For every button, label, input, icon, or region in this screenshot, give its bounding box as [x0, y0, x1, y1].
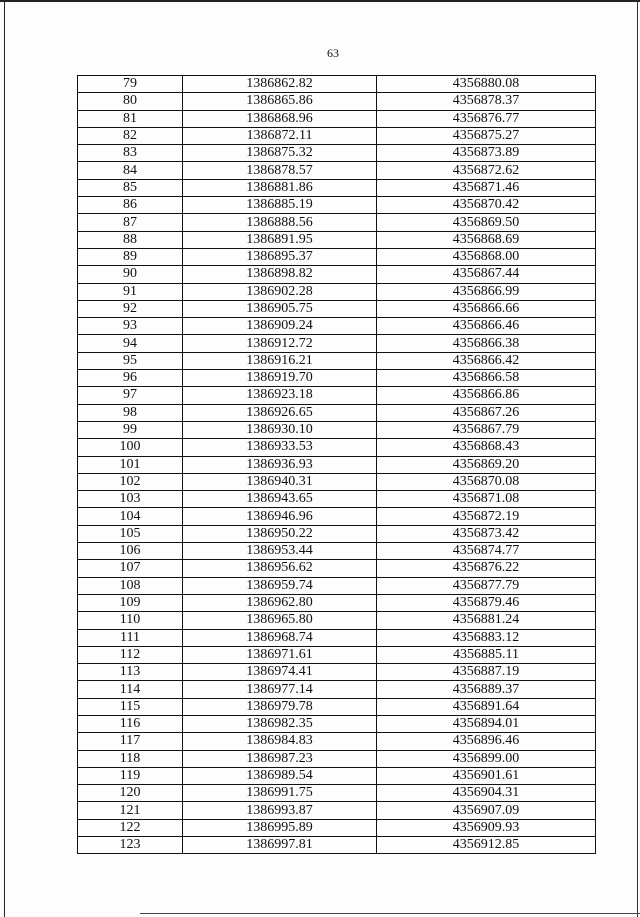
table-row [78, 664, 596, 681]
point-number-cell: 93 [78, 318, 183, 335]
table-row [78, 76, 596, 93]
coordinates-table [77, 75, 596, 854]
point-number-cell: 122 [78, 819, 183, 836]
table-row [78, 681, 596, 698]
point-number-cell: 102 [78, 473, 183, 490]
point-number-cell: 108 [78, 577, 183, 594]
point-number-cell: 94 [78, 335, 183, 352]
x-coordinate-cell: 1386898.82 [183, 266, 377, 283]
y-coordinate-cell: 4356871.46 [377, 179, 596, 196]
y-coordinate-cell: 4356879.46 [377, 594, 596, 611]
table-row [78, 508, 596, 525]
table-row [78, 698, 596, 715]
y-coordinate-cell: 4356880.08 [377, 76, 596, 93]
table-row [78, 473, 596, 490]
y-coordinate-cell: 4356869.50 [377, 214, 596, 231]
point-number-cell: 91 [78, 283, 183, 300]
y-coordinate-cell: 4356869.20 [377, 456, 596, 473]
table-row [78, 715, 596, 732]
y-coordinate-cell: 4356904.31 [377, 785, 596, 802]
table-row [78, 110, 596, 127]
point-number-cell: 84 [78, 162, 183, 179]
y-coordinate-cell: 4356883.12 [377, 629, 596, 646]
x-coordinate-cell: 1386936.93 [183, 456, 377, 473]
table-row [78, 819, 596, 836]
table-row [78, 612, 596, 629]
point-number-cell: 81 [78, 110, 183, 127]
y-coordinate-cell: 4356885.11 [377, 646, 596, 663]
point-number-cell: 114 [78, 681, 183, 698]
y-coordinate-cell: 4356896.46 [377, 733, 596, 750]
x-coordinate-cell: 1386956.62 [183, 560, 377, 577]
x-coordinate-cell: 1386902.28 [183, 283, 377, 300]
table-row [78, 335, 596, 352]
table-row [78, 231, 596, 248]
y-coordinate-cell: 4356868.69 [377, 231, 596, 248]
y-coordinate-cell: 4356867.44 [377, 266, 596, 283]
y-coordinate-cell: 4356866.38 [377, 335, 596, 352]
y-coordinate-cell: 4356878.37 [377, 93, 596, 110]
x-coordinate-cell: 1386923.18 [183, 387, 377, 404]
y-coordinate-cell: 4356870.42 [377, 197, 596, 214]
page-right-edge [637, 0, 638, 917]
point-number-cell: 123 [78, 837, 183, 854]
x-coordinate-cell: 1386984.83 [183, 733, 377, 750]
y-coordinate-cell: 4356866.66 [377, 300, 596, 317]
y-coordinate-cell: 4356866.46 [377, 318, 596, 335]
x-coordinate-cell: 1386881.86 [183, 179, 377, 196]
y-coordinate-cell: 4356866.99 [377, 283, 596, 300]
x-coordinate-cell: 1386977.14 [183, 681, 377, 698]
point-number-cell: 115 [78, 698, 183, 715]
y-coordinate-cell: 4356871.08 [377, 491, 596, 508]
point-number-cell: 116 [78, 715, 183, 732]
x-coordinate-cell: 1386916.21 [183, 352, 377, 369]
point-number-cell: 105 [78, 525, 183, 542]
x-coordinate-cell: 1386872.11 [183, 127, 377, 144]
table-row [78, 837, 596, 854]
table-row [78, 456, 596, 473]
x-coordinate-cell: 1386959.74 [183, 577, 377, 594]
point-number-cell: 80 [78, 93, 183, 110]
page-bottom-edge [140, 913, 640, 914]
y-coordinate-cell: 4356881.24 [377, 612, 596, 629]
point-number-cell: 107 [78, 560, 183, 577]
x-coordinate-cell: 1386868.96 [183, 110, 377, 127]
page-top-edge [0, 0, 640, 2]
table-row [78, 491, 596, 508]
table-row [78, 162, 596, 179]
point-number-cell: 89 [78, 248, 183, 265]
table-row [78, 318, 596, 335]
y-coordinate-cell: 4356872.19 [377, 508, 596, 525]
x-coordinate-cell: 1386875.32 [183, 145, 377, 162]
x-coordinate-cell: 1386974.41 [183, 664, 377, 681]
point-number-cell: 119 [78, 767, 183, 784]
table-row [78, 214, 596, 231]
point-number-cell: 118 [78, 750, 183, 767]
point-number-cell: 121 [78, 802, 183, 819]
point-number-cell: 113 [78, 664, 183, 681]
point-number-cell: 86 [78, 197, 183, 214]
table-row [78, 266, 596, 283]
point-number-cell: 95 [78, 352, 183, 369]
y-coordinate-cell: 4356887.19 [377, 664, 596, 681]
table-row [78, 560, 596, 577]
x-coordinate-cell: 1386987.23 [183, 750, 377, 767]
x-coordinate-cell: 1386997.81 [183, 837, 377, 854]
page-number: 63 [327, 46, 339, 60]
x-coordinate-cell: 1386905.75 [183, 300, 377, 317]
table-row [78, 733, 596, 750]
x-coordinate-cell: 1386991.75 [183, 785, 377, 802]
y-coordinate-cell: 4356867.26 [377, 404, 596, 421]
y-coordinate-cell: 4356866.58 [377, 370, 596, 387]
y-coordinate-cell: 4356872.62 [377, 162, 596, 179]
table-row [78, 577, 596, 594]
y-coordinate-cell: 4356877.79 [377, 577, 596, 594]
table-row [78, 646, 596, 663]
x-coordinate-cell: 1386888.56 [183, 214, 377, 231]
point-number-cell: 104 [78, 508, 183, 525]
point-number-cell: 82 [78, 127, 183, 144]
y-coordinate-cell: 4356891.64 [377, 698, 596, 715]
y-coordinate-cell: 4356870.08 [377, 473, 596, 490]
table-row [78, 404, 596, 421]
page-left-edge [4, 0, 5, 917]
x-coordinate-cell: 1386968.74 [183, 629, 377, 646]
x-coordinate-cell: 1386979.78 [183, 698, 377, 715]
point-number-cell: 79 [78, 76, 183, 93]
point-number-cell: 109 [78, 594, 183, 611]
x-coordinate-cell: 1386885.19 [183, 197, 377, 214]
point-number-cell: 103 [78, 491, 183, 508]
point-number-cell: 98 [78, 404, 183, 421]
y-coordinate-cell: 4356868.43 [377, 439, 596, 456]
point-number-cell: 111 [78, 629, 183, 646]
table-row [78, 767, 596, 784]
y-coordinate-cell: 4356901.61 [377, 767, 596, 784]
point-number-cell: 117 [78, 733, 183, 750]
point-number-cell: 92 [78, 300, 183, 317]
point-number-cell: 85 [78, 179, 183, 196]
x-coordinate-cell: 1386891.95 [183, 231, 377, 248]
y-coordinate-cell: 4356876.77 [377, 110, 596, 127]
table-row [78, 785, 596, 802]
point-number-cell: 112 [78, 646, 183, 663]
x-coordinate-cell: 1386862.82 [183, 76, 377, 93]
x-coordinate-cell: 1386995.89 [183, 819, 377, 836]
table-row [78, 248, 596, 265]
y-coordinate-cell: 4356873.42 [377, 525, 596, 542]
table-row [78, 283, 596, 300]
y-coordinate-cell: 4356867.79 [377, 421, 596, 438]
table-row [78, 802, 596, 819]
point-number-cell: 106 [78, 543, 183, 560]
table-row [78, 352, 596, 369]
x-coordinate-cell: 1386912.72 [183, 335, 377, 352]
table-row [78, 145, 596, 162]
table-row [78, 197, 596, 214]
table-row [78, 179, 596, 196]
y-coordinate-cell: 4356907.09 [377, 802, 596, 819]
point-number-cell: 99 [78, 421, 183, 438]
table-row [78, 629, 596, 646]
x-coordinate-cell: 1386865.86 [183, 93, 377, 110]
x-coordinate-cell: 1386965.80 [183, 612, 377, 629]
table-row [78, 387, 596, 404]
table-row [78, 594, 596, 611]
x-coordinate-cell: 1386982.35 [183, 715, 377, 732]
y-coordinate-cell: 4356899.00 [377, 750, 596, 767]
coordinates-table-body [78, 76, 596, 854]
x-coordinate-cell: 1386909.24 [183, 318, 377, 335]
point-number-cell: 101 [78, 456, 183, 473]
table-row [78, 421, 596, 438]
x-coordinate-cell: 1386930.10 [183, 421, 377, 438]
point-number-cell: 110 [78, 612, 183, 629]
point-number-cell: 120 [78, 785, 183, 802]
point-number-cell: 90 [78, 266, 183, 283]
table-row [78, 370, 596, 387]
x-coordinate-cell: 1386993.87 [183, 802, 377, 819]
table-row [78, 93, 596, 110]
y-coordinate-cell: 4356912.85 [377, 837, 596, 854]
y-coordinate-cell: 4356866.42 [377, 352, 596, 369]
point-number-cell: 87 [78, 214, 183, 231]
table-row [78, 750, 596, 767]
x-coordinate-cell: 1386926.65 [183, 404, 377, 421]
table-row [78, 543, 596, 560]
y-coordinate-cell: 4356894.01 [377, 715, 596, 732]
y-coordinate-cell: 4356875.27 [377, 127, 596, 144]
point-number-cell: 83 [78, 145, 183, 162]
x-coordinate-cell: 1386962.80 [183, 594, 377, 611]
x-coordinate-cell: 1386919.70 [183, 370, 377, 387]
x-coordinate-cell: 1386971.61 [183, 646, 377, 663]
x-coordinate-cell: 1386933.53 [183, 439, 377, 456]
y-coordinate-cell: 4356868.00 [377, 248, 596, 265]
point-number-cell: 97 [78, 387, 183, 404]
x-coordinate-cell: 1386878.57 [183, 162, 377, 179]
y-coordinate-cell: 4356866.86 [377, 387, 596, 404]
x-coordinate-cell: 1386950.22 [183, 525, 377, 542]
point-number-cell: 96 [78, 370, 183, 387]
table-row [78, 127, 596, 144]
x-coordinate-cell: 1386943.65 [183, 491, 377, 508]
table-row [78, 439, 596, 456]
point-number-cell: 88 [78, 231, 183, 248]
x-coordinate-cell: 1386895.37 [183, 248, 377, 265]
x-coordinate-cell: 1386940.31 [183, 473, 377, 490]
y-coordinate-cell: 4356873.89 [377, 145, 596, 162]
x-coordinate-cell: 1386953.44 [183, 543, 377, 560]
x-coordinate-cell: 1386989.54 [183, 767, 377, 784]
table-row [78, 300, 596, 317]
y-coordinate-cell: 4356876.22 [377, 560, 596, 577]
y-coordinate-cell: 4356874.77 [377, 543, 596, 560]
y-coordinate-cell: 4356889.37 [377, 681, 596, 698]
y-coordinate-cell: 4356909.93 [377, 819, 596, 836]
point-number-cell: 100 [78, 439, 183, 456]
table-row [78, 525, 596, 542]
x-coordinate-cell: 1386946.96 [183, 508, 377, 525]
